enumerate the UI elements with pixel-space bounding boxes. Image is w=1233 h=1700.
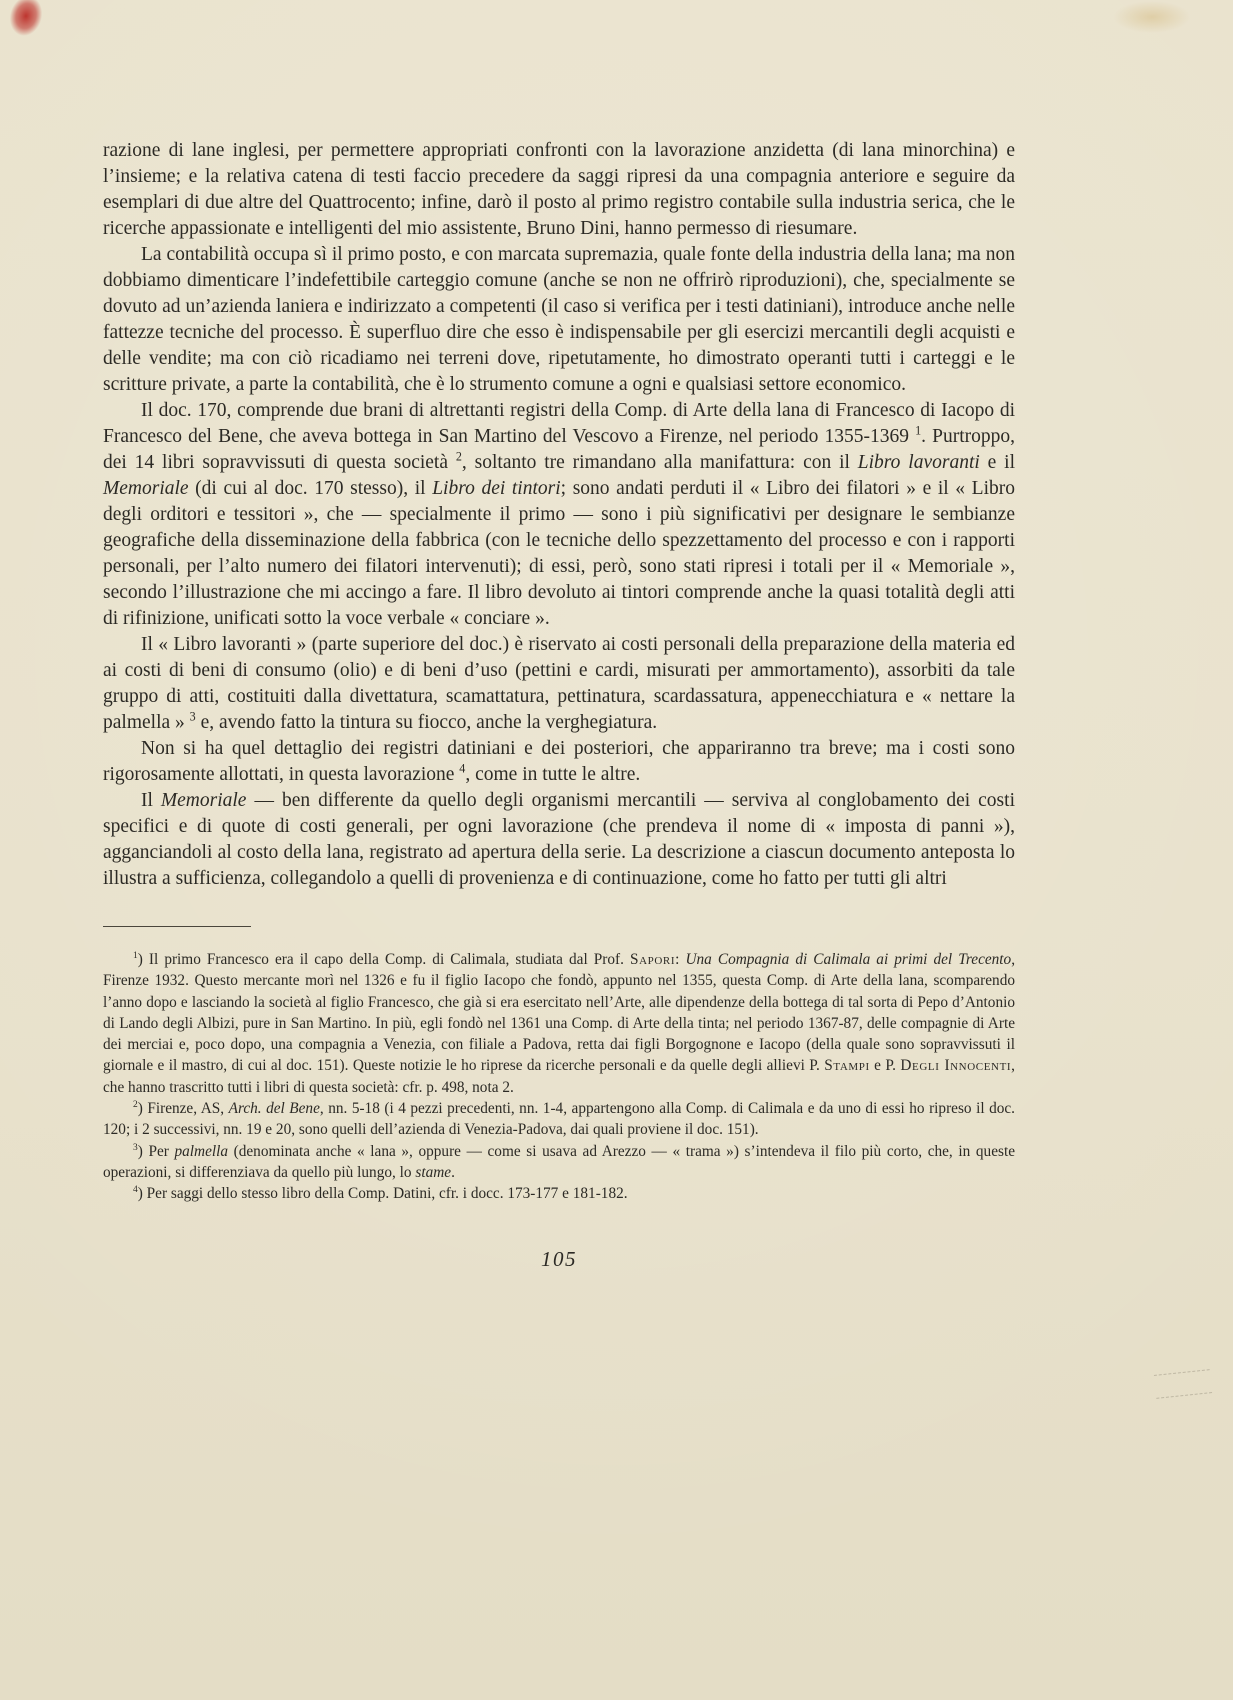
text-segment: Una Compagnia di Calimala ai primi del Trecento <box>685 951 1012 968</box>
text-segment: palmella <box>174 1142 229 1160</box>
text-segment: stame <box>415 1163 452 1181</box>
footnote-marker: 2 <box>133 1099 138 1110</box>
text-segment: razione di lane inglesi, per permettere appropriati confronti con la lavorazione anzidetta (di lana minorchina) e l’insieme; e la relativa catena di testi faccio precedere da saggi ripresi da una compagnia anteriore e seguire da esemplari di due altre del Quattrocento; infine, darò il posto al primo registro contabile sulla industria serica, che le ricerche appassionate e intelligenti del mio assistente, Bruno Dini, hanno permesso di riesumare. <box>103 140 1015 239</box>
text-segment: Degli Innocenti <box>900 1057 1012 1075</box>
text-block <box>103 138 1015 1272</box>
text-segment: Stampi <box>824 1057 870 1075</box>
red-ink-stain <box>0 0 55 49</box>
text-segment: Il primo Francesco era il capo della Comp. di Calimala, studiata dal Prof. <box>148 951 631 968</box>
text-segment: . Purtroppo, dei 14 libri sopravvissuti di questa società <box>103 426 1015 473</box>
body-paragraphs <box>103 138 1015 892</box>
paragraph <box>103 736 1015 788</box>
text-segment: Libro lavoranti <box>857 452 980 473</box>
footnote-ref: 4 <box>459 761 466 776</box>
footnote-marker: 3 <box>133 1142 138 1153</box>
page-number: 105 <box>541 1246 577 1271</box>
text-segment: , Firenze 1932. Questo mercante morì nel 1326 e fu il figlio Iacopo che fondò, appunto nel 1355, questa Comp. di Arte della lana, scomparendo l’anno dopo e lasciando la società al figlio Francesco, che già si era esercitato nell’Arte, alle dipendenze della bottega di tal sorta di Pepo d’Antonio di Lando degli Albizi, pure in San Martino. In più, egli fondò nel 1361 una Comp. di Arte della tinta; nel periodo 1367-87, delle compagnie di Arte dei merciai e, poco dopo, una compagnia a Venezia, con filiale a Padova, retta dai figli Borgognone e Iacopo (della quale sono sopravvissuti il giornale e il mastro, di cui al doc. 151). Queste notizie le ho riprese da ricerche personali e da quelle degli allievi P. <box>103 951 1016 1075</box>
margin-pencil-marks <box>1154 1369 1212 1399</box>
paragraph <box>103 242 1015 398</box>
text-segment: ; sono andati perduti il « Libro dei filatori » e il « Libro degli orditori e tessitori », che — specialmente il primo — sono i più significativi per designare le sembianze geografiche della disseminazione della fabbrica (con le tecniche dello spezzettamento del processo e con i rapporti personali, per l’alto numero dei filatori intervenuti); di essi, però, sono stati ripresi i totali per il « Memoriale », secondo l’illustrazione che mi accingo a fare. Il libro devoluto ai tintori comprende anche la quasi totalità degli atti di rifinizione, unificati sotto la voce verbale « conciare ». <box>103 478 1015 629</box>
paragraph <box>103 632 1015 736</box>
footnote-ref: 2 <box>455 449 462 464</box>
text-segment: Memoriale <box>103 478 189 499</box>
footnote-marker: 4 <box>133 1185 138 1196</box>
text-segment: e il <box>979 452 1015 473</box>
text-segment: Per <box>148 1142 175 1160</box>
text-segment: Sapori <box>630 951 676 968</box>
text-segment: . <box>451 1163 455 1181</box>
text-segment: Per saggi dello stesso libro della Comp. Datini, cfr. i docc. 173-177 e 181-182. <box>146 1185 628 1203</box>
footnote <box>103 1098 1015 1141</box>
text-segment: e, avendo fatto la tintura su fiocco, anche la verghegiatura. <box>195 712 658 733</box>
text-segment: La contabilità occupa sì il primo posto, e con marcata supremazia, quale fonte della industria della lana; ma non dobbiamo dimenticare l’indefettibile carteggio comune (anche se non ne offrirò riproduzioni), che, specialmente se dovuto ad un’azienda laniera e indirizzato a competenti (il caso si verifica per i testi datiniani), introduce anche nelle fattezze tecniche del processo. È superfluo dire che esso è indispensabile per gli esercizi mercantili degli acquisti e delle vendite; ma con ciò ricadiamo nei terreni dove, ripetutamente, ho dimostrato operanti tutti i carteggi e le scritture private, a parte la contabilità, che è lo strumento comune a ogni e qualsiasi settore economico. <box>103 244 1015 395</box>
footnotes-list <box>103 949 1015 1205</box>
paragraph <box>103 398 1015 632</box>
text-segment: Il <box>141 790 161 811</box>
footnote <box>103 949 1015 1098</box>
text-segment: Memoriale <box>160 790 247 811</box>
text-segment: : <box>675 951 686 968</box>
text-segment: , soltanto tre rimandano alla manifattura: con il <box>461 452 858 473</box>
text-segment: , come in tutte le altre. <box>465 764 641 785</box>
text-segment: , che hanno trascritto tutti i libri di questa società: cfr. p. 498, nota 2. <box>103 1057 1015 1096</box>
text-segment: Libro dei tintori <box>432 478 561 499</box>
paragraph <box>103 788 1015 892</box>
paper-smudge <box>1097 0 1207 40</box>
footnote-marker-paren: ) <box>137 951 149 968</box>
paragraph <box>103 138 1015 242</box>
text-segment: (di cui al doc. 170 stesso), il <box>188 478 433 499</box>
footnote-separator <box>103 926 251 927</box>
text-segment: — ben differente da quello degli organismi mercantili — serviva al conglobamento dei costi specifici e di quote di costi generali, per ogni lavorazione (che prendeva il nome di « imposta di panni »), agganciandoli al costo della lana, registrato ad apertura della serie. La descrizione a ciascun documento anteposta lo illustra a sufficienza, collegandolo a quelli di provenienza e di continuazione, come ho fatto per tutti gli altri <box>103 790 1015 889</box>
text-segment: e P. <box>869 1057 901 1075</box>
footnote-marker: 1 <box>133 950 138 961</box>
footnote-marker-paren: ) <box>137 1100 148 1118</box>
text-segment: Il « Libro lavoranti » (parte superiore del doc.) è riservato ai costi personali della preparazione della materia ed ai costi di beni di consumo (olio) e di beni d’uso (pettini e cardi, misurati per ammortamento), assorbiti da tale gruppo di atti, costituiti dalla divettatura, scamattatura, pettinatura, scardassatura, appenecchiatura e « nettare la palmella » <box>103 634 1015 733</box>
text-segment: Il doc. 170, comprende due brani di altrettanti registri della Comp. di Arte della lana di Francesco di Iacopo di Francesco del Bene, che aveva bottega in San Martino del Vescovo a Firenze, nel periodo 1355-1369 <box>103 400 1015 447</box>
footnote-marker-paren: ) <box>137 1185 147 1203</box>
footnote-marker-paren: ) <box>137 1142 149 1160</box>
footnote-ref: 1 <box>915 423 922 438</box>
footnote <box>103 1141 1015 1184</box>
text-segment: Firenze, AS, <box>147 1100 229 1118</box>
text-segment: Arch. del Bene <box>228 1100 320 1118</box>
text-segment: , nn. 5-18 (i 4 pezzi precedenti, nn. 1-4, appartengono alla Comp. di Calimala e da uno di essi ho ripreso il doc. 120; i 2 successivi, nn. 19 e 20, sono quelli dell’azienda di Venezia-Padova, dai quali proviene il doc. 151). <box>103 1100 1015 1139</box>
footnote <box>103 1183 1015 1204</box>
footnote-ref: 3 <box>189 709 196 724</box>
text-segment: (denominata anche « lana », oppure — come si usava ad Arezzo — « trama ») s’intendeva il filo più corto, che, in queste operazioni, si differenziava da quello più lungo, lo <box>103 1142 1015 1181</box>
text-segment: Non si ha quel dettaglio dei registri datiniani e dei posteriori, che appariranno tra breve; ma i costi sono rigorosamente allottati, in questa lavorazione <box>103 738 1015 785</box>
